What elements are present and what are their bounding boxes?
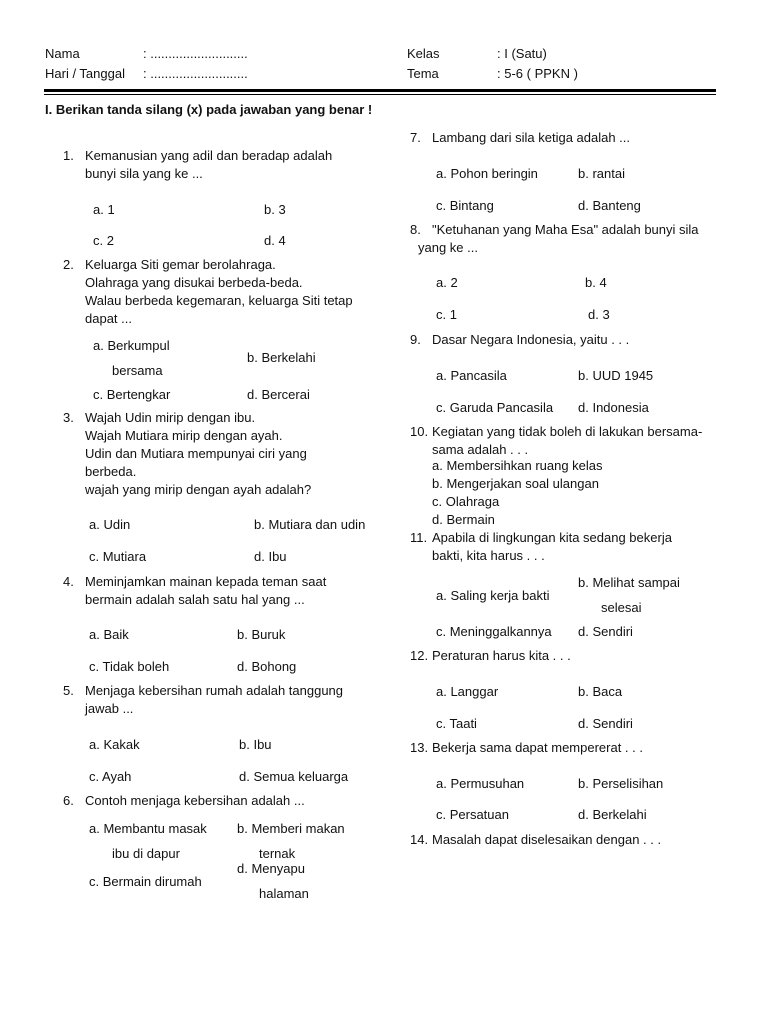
question-number: 12. — [410, 648, 429, 663]
option-d[interactable]: d. 4 — [264, 233, 286, 248]
option-c[interactable]: c. Olahraga — [432, 494, 500, 509]
question-number: 11. — [410, 530, 428, 545]
option-d[interactable]: d. Sendiri — [578, 716, 633, 731]
question-text: Peraturan harus kita . . . — [432, 648, 571, 663]
option-d[interactable]: d. Semua keluarga — [239, 769, 349, 784]
option-c[interactable]: c. Bermain dirumah — [89, 874, 202, 889]
option-b-continued[interactable]: selesai — [601, 600, 642, 615]
question-number: 1. — [63, 148, 74, 163]
question-text: bermain adalah salah satu hal yang ... — [85, 592, 305, 607]
question-text: Udin dan Mutiara mempunyai ciri yang — [85, 446, 307, 461]
question-text: bunyi sila yang ke ... — [85, 166, 203, 181]
option-c[interactable]: c. 1 — [436, 307, 457, 322]
tema-value: : 5-6 ( PPKN ) — [497, 66, 578, 81]
question-number: 13. — [410, 740, 429, 755]
question-text: Bekerja sama dapat mempererat . . . — [432, 740, 643, 755]
option-d[interactable]: d. Berkelahi — [578, 807, 647, 822]
option-d[interactable]: d. Bohong — [237, 659, 297, 674]
question-number: 4. — [63, 574, 74, 589]
question-text: Apabila di lingkungan kita sedang bekerja — [432, 530, 672, 545]
hari-tanggal-value: : ........................... — [143, 66, 248, 81]
option-d[interactable]: d. Bermain — [432, 512, 495, 527]
option-c[interactable]: c. Mutiara — [89, 549, 147, 564]
option-a[interactable]: a. Baik — [89, 627, 129, 642]
tema-label: Tema — [407, 66, 439, 81]
option-b[interactable]: b. Baca — [578, 684, 623, 699]
option-d[interactable]: d. Indonesia — [578, 400, 649, 415]
option-a-continued[interactable]: bersama — [112, 363, 163, 378]
question-text: Menjaga kebersihan rumah adalah tanggung — [85, 683, 344, 698]
question-text: Keluarga Siti gemar berolahraga. — [85, 257, 276, 272]
option-a[interactable]: a. Saling kerja bakti — [436, 588, 550, 603]
nama-label: Nama — [45, 46, 80, 61]
question-text: bakti, kita harus . . . — [432, 548, 545, 563]
option-a[interactable]: a. Pohon beringin — [436, 166, 538, 181]
option-b[interactable]: b. Berkelahi — [247, 350, 316, 365]
option-a[interactable]: a. 1 — [93, 202, 115, 217]
question-text: sama adalah . . . — [432, 442, 529, 457]
option-b[interactable]: b. Buruk — [237, 627, 286, 642]
section-title: I. Berikan tanda silang (x) pada jawaban yang benar ! — [45, 102, 373, 117]
question-text: "Ketuhanan yang Maha Esa" adalah bunyi sila — [432, 222, 699, 237]
question-number: 8. — [410, 222, 421, 237]
option-b[interactable]: b. 4 — [585, 275, 607, 290]
option-d-continued[interactable]: halaman — [259, 886, 309, 901]
option-b[interactable]: b. 3 — [264, 202, 286, 217]
question-text: Wajah Udin mirip dengan ibu. — [85, 410, 256, 425]
question-text: Olahraga yang disukai berbeda-beda. — [85, 275, 303, 290]
question-text: dapat ... — [85, 311, 132, 326]
option-d[interactable]: d. Ibu — [254, 549, 287, 564]
option-a[interactable]: a. Membantu masak — [89, 821, 207, 836]
question-number: 9. — [410, 332, 421, 347]
nama-value: : ........................... — [143, 46, 248, 61]
option-c[interactable]: c. 2 — [93, 233, 114, 248]
kelas-label: Kelas — [407, 46, 440, 61]
option-a[interactable]: a. 2 — [436, 275, 458, 290]
question-text: Dasar Negara Indonesia, yaitu . . . — [432, 332, 630, 347]
question-text: Wajah Mutiara mirip dengan ayah. — [85, 428, 283, 443]
question-number: 2. — [63, 257, 74, 272]
kelas-value: : I (Satu) — [497, 46, 547, 61]
option-d[interactable]: d. Sendiri — [578, 624, 633, 639]
option-c[interactable]: c. Persatuan — [436, 807, 509, 822]
option-b[interactable]: b. Memberi makan — [237, 821, 345, 836]
option-a[interactable]: a. Udin — [89, 517, 131, 532]
question-text: jawab ... — [85, 701, 134, 716]
option-d[interactable]: d. Banteng — [578, 198, 641, 213]
question-text: Kegiatan yang tidak boleh di lakukan bersama- — [432, 424, 703, 439]
option-b-continued[interactable]: ternak — [259, 846, 296, 861]
question-text: Contoh menjaga kebersihan adalah ... — [85, 793, 305, 808]
option-c[interactable]: c. Garuda Pancasila — [436, 400, 554, 415]
header-divider-thin — [44, 94, 716, 95]
option-a[interactable]: a. Kakak — [89, 737, 140, 752]
option-a-continued[interactable]: ibu di dapur — [112, 846, 180, 861]
option-d[interactable]: d. Menyapu — [237, 861, 305, 876]
option-c[interactable]: c. Meninggalkannya — [436, 624, 552, 639]
question-text: Walau berbeda kegemaran, keluarga Siti tetap — [85, 293, 353, 308]
hari-tanggal-label: Hari / Tanggal — [45, 66, 125, 81]
option-b[interactable]: b. Mengerjakan soal ulangan — [432, 476, 599, 491]
option-b[interactable]: b. UUD 1945 — [578, 368, 654, 383]
header-divider-thick — [44, 89, 716, 92]
question-text: berbeda. — [85, 464, 137, 479]
option-a[interactable]: a. Membersihkan ruang kelas — [432, 458, 603, 473]
question-text: Masalah dapat diselesaikan dengan . . . — [432, 832, 662, 847]
option-d[interactable]: d. 3 — [588, 307, 610, 322]
option-b[interactable]: b. Melihat sampai — [578, 575, 680, 590]
option-c[interactable]: c. Tidak boleh — [89, 659, 170, 674]
question-number: 5. — [63, 683, 74, 698]
option-b[interactable]: b. Mutiara dan udin — [254, 517, 366, 532]
option-b[interactable]: b. Perselisihan — [578, 776, 664, 791]
question-number: 6. — [63, 793, 74, 808]
option-c[interactable]: c. Ayah — [89, 769, 132, 784]
question-text: Lambang dari sila ketiga adalah ... — [432, 130, 631, 145]
question-number: 7. — [410, 130, 421, 145]
question-text: wajah yang mirip dengan ayah adalah? — [85, 482, 312, 497]
option-a[interactable]: a. Permusuhan — [436, 776, 525, 791]
option-c[interactable]: c. Bintang — [436, 198, 494, 213]
option-a[interactable]: a. Berkumpul — [93, 338, 170, 353]
question-number: 14. — [410, 832, 429, 847]
question-text: Kemanusian yang adil dan beradap adalah — [85, 148, 333, 163]
option-b[interactable]: b. Ibu — [239, 737, 272, 752]
question-text: yang ke ... — [418, 240, 478, 255]
option-b[interactable]: b. rantai — [578, 166, 625, 181]
option-a[interactable]: a. Pancasila — [436, 368, 507, 383]
option-c[interactable]: c. Taati — [436, 716, 477, 731]
question-text: Meminjamkan mainan kepada teman saat — [85, 574, 327, 589]
question-number: 3. — [63, 410, 74, 425]
option-c[interactable]: c. Bertengkar — [93, 387, 171, 402]
question-number: 10. — [410, 424, 429, 439]
option-a[interactable]: a. Langgar — [436, 684, 499, 699]
option-d[interactable]: d. Bercerai — [247, 387, 310, 402]
